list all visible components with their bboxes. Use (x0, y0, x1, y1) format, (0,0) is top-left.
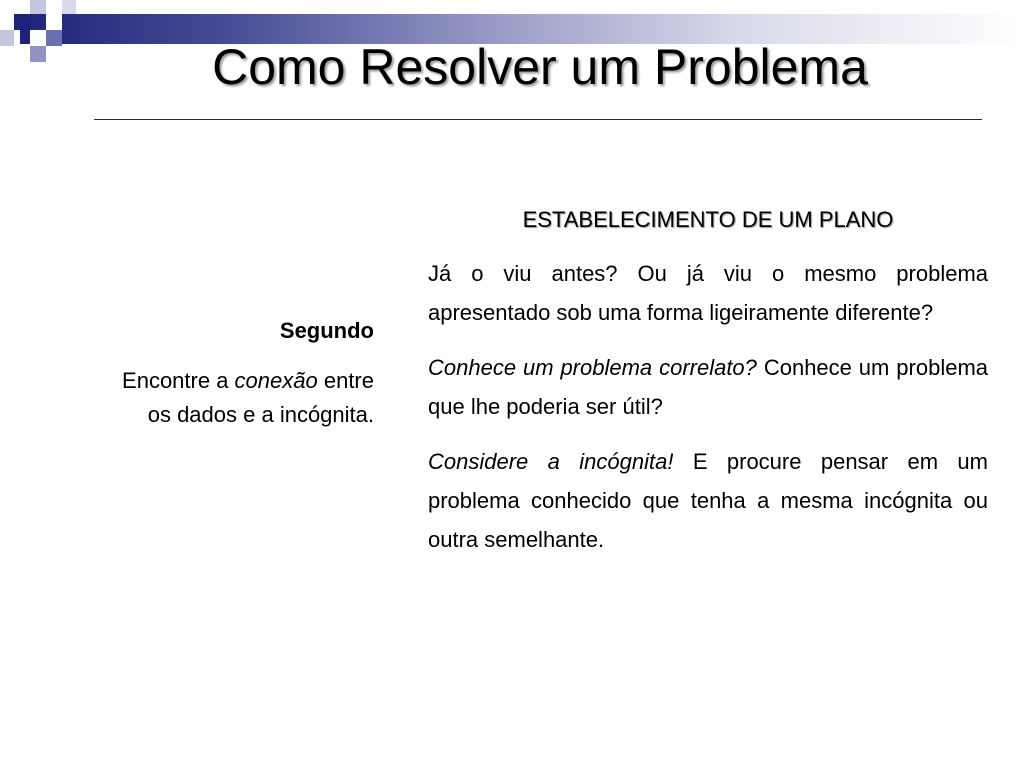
paragraph-2-emphasis: Conhece um problema correlato? (428, 355, 757, 380)
step-heading: Segundo (279, 318, 374, 343)
decorative-square (62, 0, 76, 14)
decorative-square (46, 30, 62, 46)
decorative-square (30, 46, 46, 62)
step-text-after: entre os dados e a incógnita. (147, 368, 374, 427)
step-text-before: Encontre a (122, 368, 235, 393)
paragraph-2-rest: Conhece um problema que lhe poderia ser útil? (428, 355, 989, 419)
step-text-emphasis: conexão (234, 368, 318, 393)
paragraph-2 (428, 348, 988, 426)
plan-heading: ESTABELECIMENTO DE UM PLANO (522, 207, 894, 232)
paragraph-1: Já o viu antes? Ou já viu o mesmo problema apresentado sob uma forma ligeiramente diferente? (428, 261, 988, 325)
step-description (100, 364, 374, 432)
paragraph-3-emphasis: Considere a incógnita! (428, 449, 674, 474)
right-column (428, 202, 988, 575)
decorative-square (46, 14, 62, 30)
slide-title: Como Resolver um Problema (212, 39, 868, 95)
left-column (100, 314, 374, 432)
paragraph-3 (428, 442, 988, 559)
decorative-square (0, 30, 14, 46)
decorative-square (30, 30, 46, 46)
decorative-square (30, 0, 46, 14)
title-divider (94, 119, 982, 120)
paragraph-3-rest: E procure pensar em um problema conhecido que tenha a mesma incógnita ou outra semelhante. (428, 449, 988, 552)
decorative-square (14, 14, 30, 30)
